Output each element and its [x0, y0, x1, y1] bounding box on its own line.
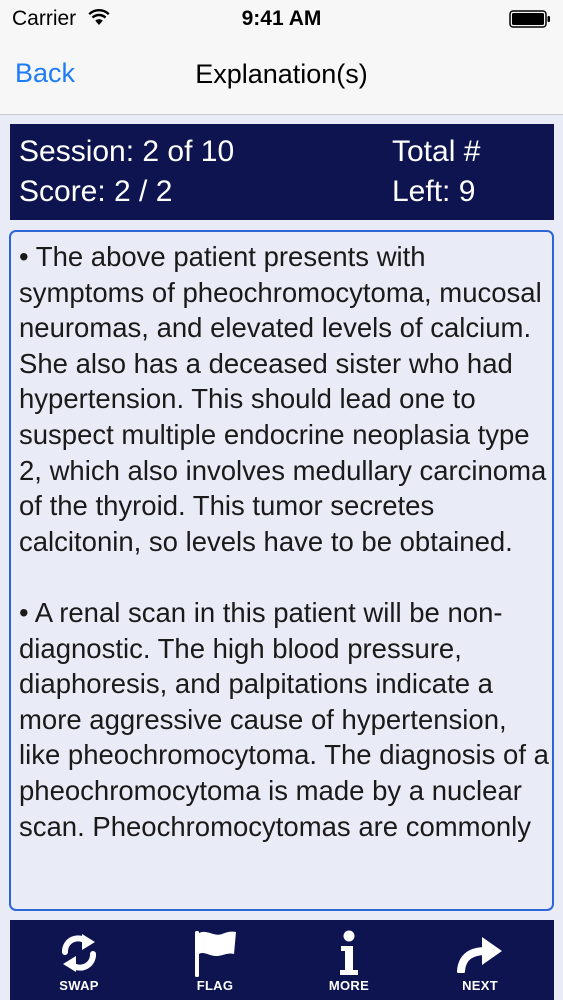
flag-icon	[192, 929, 238, 977]
back-button[interactable]: Back	[15, 58, 76, 88]
next-arrow-icon	[456, 933, 504, 973]
explanation-text-view[interactable]	[9, 230, 554, 911]
status-time: 9:41 AM	[241, 7, 322, 30]
score-panel	[10, 124, 554, 220]
more-button[interactable]	[294, 920, 404, 1000]
session-progress: Session: 2 of 10	[19, 135, 235, 168]
info-icon	[337, 930, 361, 976]
explanation-content	[11, 232, 552, 844]
flag-label: FLAG	[196, 978, 234, 993]
status-bar	[0, 0, 563, 38]
more-label: MORE	[328, 978, 370, 993]
swap-label: SWAP	[59, 978, 99, 993]
questions-left: Left: 9	[392, 175, 476, 208]
flag-button[interactable]	[160, 920, 270, 1000]
total-label: Total #	[392, 135, 481, 168]
carrier-label: Carrier	[12, 7, 77, 30]
score-value: Score: 2 / 2	[19, 175, 173, 208]
navigation-bar	[0, 38, 563, 115]
next-label: NEXT	[462, 978, 498, 993]
explanation-paragraph-2: • A renal scan in this patient will be non-diagnostic. The high blood pressure, diaphoresis, and palpitations indicate a more aggressive cause of hypertension, like pheochromocytoma. The diagnosis of a pheochromocytoma is made by a nuclear scan. Pheochromocytomas are commonly	[19, 596, 549, 842]
explanation-paragraph-1: • The above patient presents with symptoms of pheochromocytoma, mucosal neuromas, and elevated levels of calcium. She also has a deceased sister who had hypertension. This should lead one to suspect multiple endocrine neoplasia type 2, which also involves medullary carcinoma of the thyroid. This tumor secretes calcitonin, so levels have to be obtained.	[19, 241, 547, 557]
bottom-toolbar	[10, 920, 554, 1000]
swap-icon	[58, 933, 100, 973]
page-title: Explanation(s)	[195, 59, 368, 89]
battery-icon	[509, 10, 551, 28]
next-button[interactable]	[425, 920, 535, 1000]
swap-button[interactable]	[24, 920, 134, 1000]
